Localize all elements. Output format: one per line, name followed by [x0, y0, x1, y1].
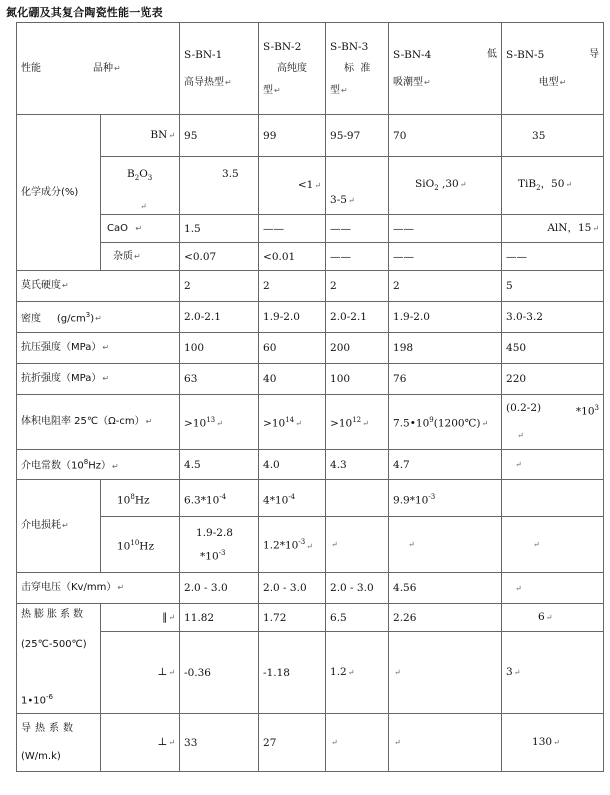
chem-label: 化学成分(%): [17, 115, 101, 271]
flexural-v5: 220: [502, 364, 604, 395]
dielectric-loss-r2-v3: ↵: [326, 517, 389, 573]
dielectric-const-v4: 4.7: [389, 450, 502, 480]
flexural-v4: 76: [389, 364, 502, 395]
breakdown-v1: 2.0 - 3.0: [180, 573, 259, 604]
chem-cao-v3: ——: [326, 215, 389, 243]
conductivity-v4: ↵: [389, 714, 502, 772]
hardness-v1: 2: [180, 271, 259, 302]
hardness-label: 莫氏硬度↵: [17, 271, 180, 302]
chem-cao-v2: ——: [259, 215, 326, 243]
resistivity-v5: (0.2-2) $*10^3$ ↵: [502, 395, 604, 450]
hardness-v2: 2: [259, 271, 326, 302]
compressive-v4: 198: [389, 333, 502, 364]
expansion-perp-row: [17, 632, 604, 714]
breakdown-v2: 2.0 - 3.0: [259, 573, 326, 604]
density-v2: 1.9-2.0: [259, 302, 326, 333]
expansion-par-v2: 1.72: [259, 604, 326, 632]
dielectric-loss-r2-v4: ↵: [389, 517, 502, 573]
properties-table: [16, 22, 604, 772]
dielectric-loss-f1: $10^8Hz$: [101, 480, 180, 517]
hardness-v4: 2: [389, 271, 502, 302]
conductivity-row: [17, 714, 604, 772]
conductivity-v3: ↵: [326, 714, 389, 772]
dielectric-loss-r1-v2: $4*10^{-4}$: [259, 480, 326, 517]
dielectric-loss-r2-v2: $1.2*10^{-3}↵$: [259, 517, 326, 573]
expansion-perp-v5: 3↵: [502, 632, 604, 714]
conductivity-v5: 130↵: [502, 714, 604, 772]
breakdown-row: [17, 573, 604, 604]
chem-impurity-name: 杂质↵: [101, 243, 180, 271]
chem-cao-v1: 1.5: [180, 215, 259, 243]
expansion-perp-v3: 1.2↵: [326, 632, 389, 714]
dielectric-const-label: 介电常数$(10^8Hz)↵$: [17, 450, 180, 480]
conductivity-v1: 33: [180, 714, 259, 772]
conductivity-v2: 27: [259, 714, 326, 772]
chem-b2o3-name: $B_2O_3$ ↵: [101, 157, 180, 215]
resistivity-v4: $7.5•10^9(1200℃)↵$: [389, 395, 502, 450]
header-property-variety: 性能 品种↵: [17, 23, 180, 115]
expansion-perp-symbol: ⊥↵: [101, 632, 180, 714]
breakdown-v3: 2.0 - 3.0: [326, 573, 389, 604]
chem-cao-v5: AlN，15↵: [502, 215, 604, 243]
density-v1: 2.0-2.1: [180, 302, 259, 333]
table-title: 氮化硼及其复合陶瓷性能一览表: [6, 6, 163, 19]
expansion-par-symbol: ‖↵: [101, 604, 180, 632]
chem-bn-v3: 95-97: [326, 115, 389, 157]
dielectric-loss-r2-v1: 1.9-2.8 $*10^{-3}$: [180, 517, 259, 573]
density-v4: 1.9-2.0: [389, 302, 502, 333]
chem-impurity-v5: ——: [502, 243, 604, 271]
expansion-par-row: [17, 604, 604, 632]
compressive-v5: 450: [502, 333, 604, 364]
header-row: [17, 23, 604, 115]
dielectric-loss-r1-v5: [502, 480, 604, 517]
header-sbn1: S-BN-1 高导热型↵: [180, 23, 259, 115]
dielectric-loss-row2: [17, 517, 604, 573]
chem-bn-v4: 70: [389, 115, 502, 157]
chem-cao-row: [17, 215, 604, 243]
dielectric-loss-r1-v1: $6.3*10^{-4}$: [180, 480, 259, 517]
dielectric-loss-r1-v3: [326, 480, 389, 517]
compressive-v1: 100: [180, 333, 259, 364]
expansion-perp-v2: -1.18: [259, 632, 326, 714]
expansion-perp-v1: -0.36: [180, 632, 259, 714]
conductivity-label: 导热系数 (W/m.k): [17, 714, 101, 772]
flexural-v3: 100: [326, 364, 389, 395]
breakdown-v4: 4.56: [389, 573, 502, 604]
flexural-label: 抗折强度（MPa）↵: [17, 364, 180, 395]
header-sbn5: S-BN-5 导 电型↵: [502, 23, 604, 115]
chem-cao-name: CaO ↵: [101, 215, 180, 243]
breakdown-v5: ↵: [502, 573, 604, 604]
chem-bn-v5: 35: [502, 115, 604, 157]
chem-b2o3-v4: SiO$_2$ ,30↵: [389, 157, 502, 215]
flexural-v2: 40: [259, 364, 326, 395]
compressive-v3: 200: [326, 333, 389, 364]
dielectric-loss-f2: $10^{10}Hz$: [101, 517, 180, 573]
breakdown-label: 击穿电压（Kv/mm）↵: [17, 573, 180, 604]
header-sbn2: S-BN-2 高纯度 型↵: [259, 23, 326, 115]
expansion-par-v4: 2.26: [389, 604, 502, 632]
expansion-par-v1: 11.82: [180, 604, 259, 632]
dielectric-loss-r1-v4: $9.9*10^{-3}$: [389, 480, 502, 517]
density-row: [17, 302, 604, 333]
dielectric-loss-label: 介电损耗↵: [17, 480, 101, 573]
expansion-par-v3: 6.5: [326, 604, 389, 632]
resistivity-row: [17, 395, 604, 450]
chem-bn-v2: 99: [259, 115, 326, 157]
chem-impurity-v3: ——: [326, 243, 389, 271]
chem-b2o3-v1: 3.5: [180, 157, 259, 215]
flexural-row: [17, 364, 604, 395]
hardness-row: [17, 271, 604, 302]
resistivity-label: 体积电阻率 25℃（Ω-cm）↵: [17, 395, 180, 450]
resistivity-v1: $>10^{13}↵$: [180, 395, 259, 450]
density-v3: 2.0-2.1: [326, 302, 389, 333]
chem-b2o3-v3: 3-5↵: [326, 157, 389, 215]
chem-impurity-row: [17, 243, 604, 271]
header-sbn3: S-BN-3 标 准 型↵: [326, 23, 389, 115]
chem-bn-v1: 95: [180, 115, 259, 157]
chem-b2o3-v2: <1↵: [259, 157, 326, 215]
conductivity-perp-symbol: ⊥↵: [101, 714, 180, 772]
chem-bn-name: BN↵: [101, 115, 180, 157]
density-v5: 3.0-3.2: [502, 302, 604, 333]
flexural-v1: 63: [180, 364, 259, 395]
dielectric-const-v1: 4.5: [180, 450, 259, 480]
dielectric-loss-row1: [17, 480, 604, 517]
dielectric-const-v3: 4.3: [326, 450, 389, 480]
dielectric-const-row: [17, 450, 604, 480]
compressive-label: 抗压强度（MPa）↵: [17, 333, 180, 364]
hardness-v5: 5: [502, 271, 604, 302]
dielectric-const-v2: 4.0: [259, 450, 326, 480]
expansion-label: 热膨胀系数 (25℃-500℃) $1•10^{-6}$: [17, 604, 101, 714]
expansion-par-v5: 6↵: [502, 604, 604, 632]
resistivity-v2: $>10^{14}↵$: [259, 395, 326, 450]
chem-b2o3-v5: TiB$_2$，50↵: [502, 157, 604, 215]
chem-cao-v4: ——: [389, 215, 502, 243]
header-sbn4: S-BN-4 低 吸潮型↵: [389, 23, 502, 115]
density-label: 密度 $(g/cm^3)↵$: [17, 302, 180, 333]
hardness-v3: 2: [326, 271, 389, 302]
chem-impurity-v1: <0.07: [180, 243, 259, 271]
resistivity-v3: $>10^{12}↵$: [326, 395, 389, 450]
expansion-perp-v4: ↵: [389, 632, 502, 714]
compressive-row: [17, 333, 604, 364]
chem-b2o3-row: [17, 157, 604, 215]
chem-impurity-v2: <0.01: [259, 243, 326, 271]
chem-bn-row: [17, 115, 604, 157]
chem-impurity-v4: ——: [389, 243, 502, 271]
compressive-v2: 60: [259, 333, 326, 364]
dielectric-loss-r2-v5: ↵: [502, 517, 604, 573]
dielectric-const-v5: ↵: [502, 450, 604, 480]
